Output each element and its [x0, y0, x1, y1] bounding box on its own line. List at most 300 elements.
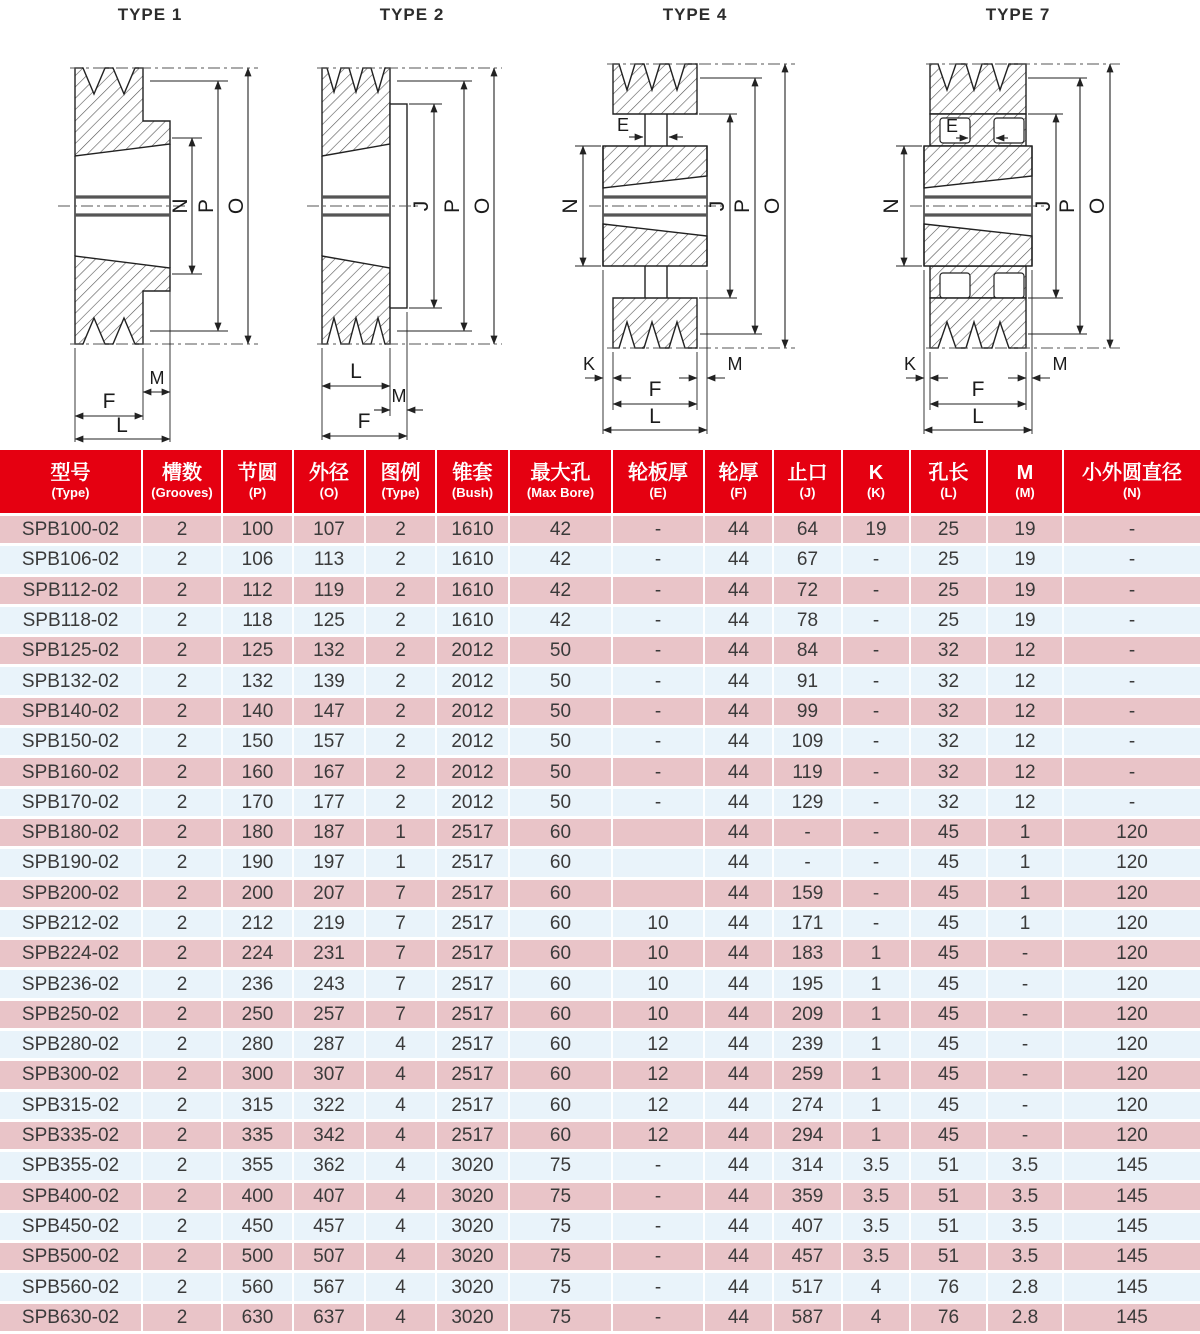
cell: 2517	[436, 999, 509, 1029]
table-row	[0, 515, 1200, 545]
cell: -	[1063, 545, 1200, 575]
cell: 50	[509, 636, 612, 666]
cell: 2	[142, 848, 222, 878]
cell: 1	[987, 817, 1063, 847]
cell: 1610	[436, 545, 509, 575]
cell: 3.5	[842, 1181, 910, 1211]
cell: 2	[142, 908, 222, 938]
cell: 50	[509, 696, 612, 726]
cell: 44	[704, 1242, 773, 1272]
cell: 7	[365, 939, 436, 969]
dim-label-f: F	[357, 410, 371, 433]
cell: 44	[704, 1090, 773, 1120]
cell: -	[842, 696, 910, 726]
cell: 2	[142, 1211, 222, 1241]
cell: 2	[142, 1120, 222, 1150]
dim-label-l: L	[350, 360, 362, 383]
cell: 2517	[436, 848, 509, 878]
cell: 19	[987, 575, 1063, 605]
cell: 44	[704, 1151, 773, 1181]
cell: 1	[987, 848, 1063, 878]
cell: 2	[142, 999, 222, 1029]
cell: 72	[773, 575, 842, 605]
table-row	[0, 1030, 1200, 1060]
cell: 44	[704, 969, 773, 999]
cell: 44	[704, 999, 773, 1029]
cell: -	[612, 545, 704, 575]
cell: 2012	[436, 636, 509, 666]
cell: 132	[222, 666, 293, 696]
cell: 32	[910, 787, 987, 817]
cell: 50	[509, 787, 612, 817]
cell: 3020	[436, 1302, 509, 1331]
cell: 2	[142, 1090, 222, 1120]
cell: 145	[1063, 1211, 1200, 1241]
cell: 219	[293, 908, 365, 938]
cell: 100	[222, 515, 293, 545]
cell: SPB315-02	[0, 1090, 142, 1120]
cell: 2012	[436, 727, 509, 757]
cell: 3020	[436, 1272, 509, 1302]
cell: 60	[509, 908, 612, 938]
cell: 4	[365, 1120, 436, 1150]
cell: -	[612, 1302, 704, 1331]
dim-label-f: F	[648, 378, 662, 401]
cell: SPB100-02	[0, 515, 142, 545]
column-header: 轮厚 (F)	[704, 450, 773, 515]
cell: 2	[142, 727, 222, 757]
cell: 120	[1063, 1120, 1200, 1150]
cell: 2	[142, 1060, 222, 1090]
cell: 150	[222, 727, 293, 757]
cell: 2.8	[987, 1302, 1063, 1331]
diagram-title: TYPE 7	[985, 5, 1051, 24]
cell: SPB180-02	[0, 817, 142, 847]
cell: SPB400-02	[0, 1181, 142, 1211]
column-header: 最大孔 (Max Bore)	[509, 450, 612, 515]
cell: 7	[365, 999, 436, 1029]
cell: 44	[704, 605, 773, 635]
table-row	[0, 999, 1200, 1029]
cell: 45	[910, 939, 987, 969]
cell: 170	[222, 787, 293, 817]
cell: 12	[612, 1060, 704, 1090]
cell: 10	[612, 969, 704, 999]
cell: 507	[293, 1242, 365, 1272]
table-row	[0, 727, 1200, 757]
cell: 45	[910, 878, 987, 908]
cell: 44	[704, 666, 773, 696]
cell: 106	[222, 545, 293, 575]
cell: 12	[987, 666, 1063, 696]
dim-label-l: L	[116, 414, 128, 437]
cell: 407	[293, 1181, 365, 1211]
cell: 12	[987, 696, 1063, 726]
cell: 243	[293, 969, 365, 999]
cell: 630	[222, 1302, 293, 1331]
cell: 44	[704, 515, 773, 545]
dim-label-j: J	[706, 200, 729, 212]
cell: 25	[910, 575, 987, 605]
cell: 2	[142, 636, 222, 666]
cell: -	[612, 1181, 704, 1211]
cell: -	[1063, 696, 1200, 726]
cell: SPB500-02	[0, 1242, 142, 1272]
cell: 75	[509, 1272, 612, 1302]
cell: 75	[509, 1211, 612, 1241]
cell: 3020	[436, 1242, 509, 1272]
cell: 183	[773, 939, 842, 969]
cell: -	[987, 1090, 1063, 1120]
cell: 2517	[436, 1060, 509, 1090]
cell: 60	[509, 999, 612, 1029]
cell: -	[987, 1060, 1063, 1090]
cell: 51	[910, 1242, 987, 1272]
cell: 637	[293, 1302, 365, 1331]
cell: 120	[1063, 817, 1200, 847]
cell: 2	[142, 1272, 222, 1302]
table-row	[0, 545, 1200, 575]
cell: -	[842, 878, 910, 908]
cell: SPB132-02	[0, 666, 142, 696]
cell: 120	[1063, 969, 1200, 999]
dim-label-m: M	[149, 368, 165, 388]
cell: SPB160-02	[0, 757, 142, 787]
cell: 60	[509, 939, 612, 969]
cell: 12	[987, 727, 1063, 757]
cell: 197	[293, 848, 365, 878]
cell: 75	[509, 1151, 612, 1181]
cell: 236	[222, 969, 293, 999]
cell: 12	[987, 787, 1063, 817]
cell: 132	[293, 636, 365, 666]
cell: -	[612, 1272, 704, 1302]
cell: 280	[222, 1030, 293, 1060]
cell: 45	[910, 848, 987, 878]
cell: 517	[773, 1272, 842, 1302]
cell: SPB250-02	[0, 999, 142, 1029]
cell: 171	[773, 908, 842, 938]
column-header: 型号 (Type)	[0, 450, 142, 515]
cell: 2517	[436, 878, 509, 908]
cell: 212	[222, 908, 293, 938]
cell: 2	[142, 1302, 222, 1331]
cell: -	[987, 1030, 1063, 1060]
cell: 1610	[436, 605, 509, 635]
cell: -	[1063, 727, 1200, 757]
cell: SPB300-02	[0, 1060, 142, 1090]
cell: 50	[509, 727, 612, 757]
column-header: 孔长 (L)	[910, 450, 987, 515]
diagram-title: TYPE 1	[117, 5, 183, 24]
cell: -	[1063, 666, 1200, 696]
table-row	[0, 939, 1200, 969]
cell: -	[773, 848, 842, 878]
dim-label-j: J	[1032, 200, 1055, 212]
cell: 44	[704, 1211, 773, 1241]
cell: SPB125-02	[0, 636, 142, 666]
cell: SPB200-02	[0, 878, 142, 908]
cell: -	[612, 696, 704, 726]
dim-label-f: F	[102, 390, 116, 413]
table-row	[0, 817, 1200, 847]
cell: -	[612, 1151, 704, 1181]
cell: 2	[365, 575, 436, 605]
cell: 587	[773, 1302, 842, 1331]
cell: 2517	[436, 1030, 509, 1060]
cell: 44	[704, 1120, 773, 1150]
cell: 60	[509, 878, 612, 908]
cell: 4	[842, 1302, 910, 1331]
cell: 3.5	[842, 1211, 910, 1241]
cell: 42	[509, 515, 612, 545]
cell: 209	[773, 999, 842, 1029]
cell: 120	[1063, 878, 1200, 908]
table-row	[0, 757, 1200, 787]
cell: 2517	[436, 1120, 509, 1150]
cell: 3020	[436, 1181, 509, 1211]
cell: 44	[704, 939, 773, 969]
cell: 4	[842, 1272, 910, 1302]
cell: 259	[773, 1060, 842, 1090]
cell: -	[1063, 575, 1200, 605]
cell: 50	[509, 757, 612, 787]
cell: SPB280-02	[0, 1030, 142, 1060]
diagram-type-2	[262, 4, 562, 446]
cell: 2	[365, 666, 436, 696]
cell: -	[987, 999, 1063, 1029]
cell: 1	[842, 969, 910, 999]
cell: -	[842, 908, 910, 938]
cell: -	[612, 727, 704, 757]
cell: 1	[842, 1030, 910, 1060]
cell: 25	[910, 515, 987, 545]
spec-table-header-row	[0, 450, 1200, 515]
spec-table-body	[0, 515, 1200, 1332]
cell: 51	[910, 1211, 987, 1241]
column-header: 节圆 (P)	[222, 450, 293, 515]
cell: 2517	[436, 939, 509, 969]
cell: 3020	[436, 1151, 509, 1181]
dim-label-j: J	[410, 200, 433, 212]
pulley-cross-section-type2	[262, 26, 562, 446]
diagram-title: TYPE 2	[379, 5, 445, 24]
cell: 2	[142, 939, 222, 969]
dim-label-f: F	[971, 378, 985, 401]
cell: SPB190-02	[0, 848, 142, 878]
table-row	[0, 848, 1200, 878]
cell: 2517	[436, 817, 509, 847]
diagram-type-4	[545, 4, 845, 446]
cell: 1	[987, 878, 1063, 908]
cell: 75	[509, 1242, 612, 1272]
cell: 32	[910, 636, 987, 666]
cell: -	[1063, 515, 1200, 545]
pulley-cross-section-type1	[0, 26, 300, 446]
cell: -	[987, 1120, 1063, 1150]
dim-label-l: L	[649, 405, 661, 428]
cell: 44	[704, 636, 773, 666]
diagram-title: TYPE 4	[662, 5, 728, 24]
cell: 112	[222, 575, 293, 605]
cell: 1	[365, 848, 436, 878]
cell: 2	[142, 1242, 222, 1272]
table-row	[0, 605, 1200, 635]
cell: 44	[704, 727, 773, 757]
cell: 362	[293, 1151, 365, 1181]
cell: 190	[222, 848, 293, 878]
cell: 44	[704, 878, 773, 908]
cell: 120	[1063, 1030, 1200, 1060]
spec-table	[0, 450, 1200, 1331]
cell: 2	[142, 545, 222, 575]
cell: 145	[1063, 1242, 1200, 1272]
cell: -	[612, 575, 704, 605]
cell: -	[842, 757, 910, 787]
dim-label-k: K	[582, 354, 596, 374]
cell: 314	[773, 1151, 842, 1181]
dim-label-m: M	[727, 354, 743, 374]
diagram-type-1	[0, 4, 300, 446]
cell: 167	[293, 757, 365, 787]
cell: 3020	[436, 1211, 509, 1241]
cell: 10	[612, 939, 704, 969]
cell: 187	[293, 817, 365, 847]
cell: 231	[293, 939, 365, 969]
cell: 1610	[436, 515, 509, 545]
cell: 457	[773, 1242, 842, 1272]
cell: 200	[222, 878, 293, 908]
cell: 195	[773, 969, 842, 999]
cell: 19	[842, 515, 910, 545]
cell: SPB106-02	[0, 545, 142, 575]
cell	[612, 817, 704, 847]
cell: -	[1063, 787, 1200, 817]
cell: 51	[910, 1151, 987, 1181]
cell: 60	[509, 969, 612, 999]
cell: 12	[987, 636, 1063, 666]
cell: -	[612, 1242, 704, 1272]
cell: 32	[910, 757, 987, 787]
cell: 2	[142, 696, 222, 726]
dim-label-o: O	[761, 197, 784, 215]
cell: 44	[704, 817, 773, 847]
cell: 2517	[436, 1090, 509, 1120]
cell: 19	[987, 515, 1063, 545]
cell: 44	[704, 1030, 773, 1060]
cell: 120	[1063, 1090, 1200, 1120]
table-row	[0, 1272, 1200, 1302]
cell: 2	[365, 787, 436, 817]
cell: 44	[704, 575, 773, 605]
cell: -	[612, 1211, 704, 1241]
cell: 120	[1063, 1060, 1200, 1090]
cell: -	[842, 636, 910, 666]
cell: SPB355-02	[0, 1151, 142, 1181]
dim-label-k: K	[903, 354, 917, 374]
cell: 2	[365, 636, 436, 666]
cell: 42	[509, 605, 612, 635]
cell: 2	[142, 515, 222, 545]
cell: 60	[509, 1120, 612, 1150]
cell: 1	[842, 939, 910, 969]
column-header: M (M)	[987, 450, 1063, 515]
dim-label-e: E	[945, 116, 959, 136]
cell: 45	[910, 908, 987, 938]
cell: 76	[910, 1302, 987, 1331]
cell: 45	[910, 1090, 987, 1120]
cell: 4	[365, 1302, 436, 1331]
cell: 145	[1063, 1272, 1200, 1302]
cell: 139	[293, 666, 365, 696]
cell: 120	[1063, 999, 1200, 1029]
cell: 7	[365, 878, 436, 908]
cell: 45	[910, 969, 987, 999]
cell: 42	[509, 575, 612, 605]
table-row	[0, 1151, 1200, 1181]
cell: 107	[293, 515, 365, 545]
cell: 44	[704, 1181, 773, 1211]
cell: 450	[222, 1211, 293, 1241]
cell: 32	[910, 696, 987, 726]
cell: 45	[910, 817, 987, 847]
cell: 45	[910, 1060, 987, 1090]
cell: 12	[612, 1030, 704, 1060]
cell: SPB150-02	[0, 727, 142, 757]
cell: 2	[365, 727, 436, 757]
cell: 109	[773, 727, 842, 757]
cell: 125	[293, 605, 365, 635]
cell: 145	[1063, 1302, 1200, 1331]
cell: 1	[365, 817, 436, 847]
cell: 44	[704, 908, 773, 938]
dim-label-o: O	[471, 197, 494, 215]
pulley-diagrams	[0, 0, 1200, 450]
dim-label-n: N	[559, 198, 582, 214]
cell: 407	[773, 1211, 842, 1241]
cell: 180	[222, 817, 293, 847]
table-row	[0, 908, 1200, 938]
cell: 159	[773, 878, 842, 908]
cell: 60	[509, 1060, 612, 1090]
cell: -	[842, 817, 910, 847]
cell: 322	[293, 1090, 365, 1120]
cell: 12	[987, 757, 1063, 787]
cell: 1	[842, 1090, 910, 1120]
cell: 560	[222, 1272, 293, 1302]
cell: 2	[365, 545, 436, 575]
table-row	[0, 1211, 1200, 1241]
cell: 359	[773, 1181, 842, 1211]
cell: 2	[142, 575, 222, 605]
cell: 4	[365, 1181, 436, 1211]
cell: 3.5	[842, 1242, 910, 1272]
cell: 355	[222, 1151, 293, 1181]
cell: -	[842, 666, 910, 696]
cell	[612, 878, 704, 908]
cell: 2	[142, 605, 222, 635]
cell: 2	[365, 515, 436, 545]
cell	[612, 848, 704, 878]
cell: 2	[365, 696, 436, 726]
cell: 119	[293, 575, 365, 605]
cell: SPB224-02	[0, 939, 142, 969]
cell: 120	[1063, 908, 1200, 938]
cell: 274	[773, 1090, 842, 1120]
cell: 44	[704, 1302, 773, 1331]
cell: 125	[222, 636, 293, 666]
cell: 25	[910, 605, 987, 635]
